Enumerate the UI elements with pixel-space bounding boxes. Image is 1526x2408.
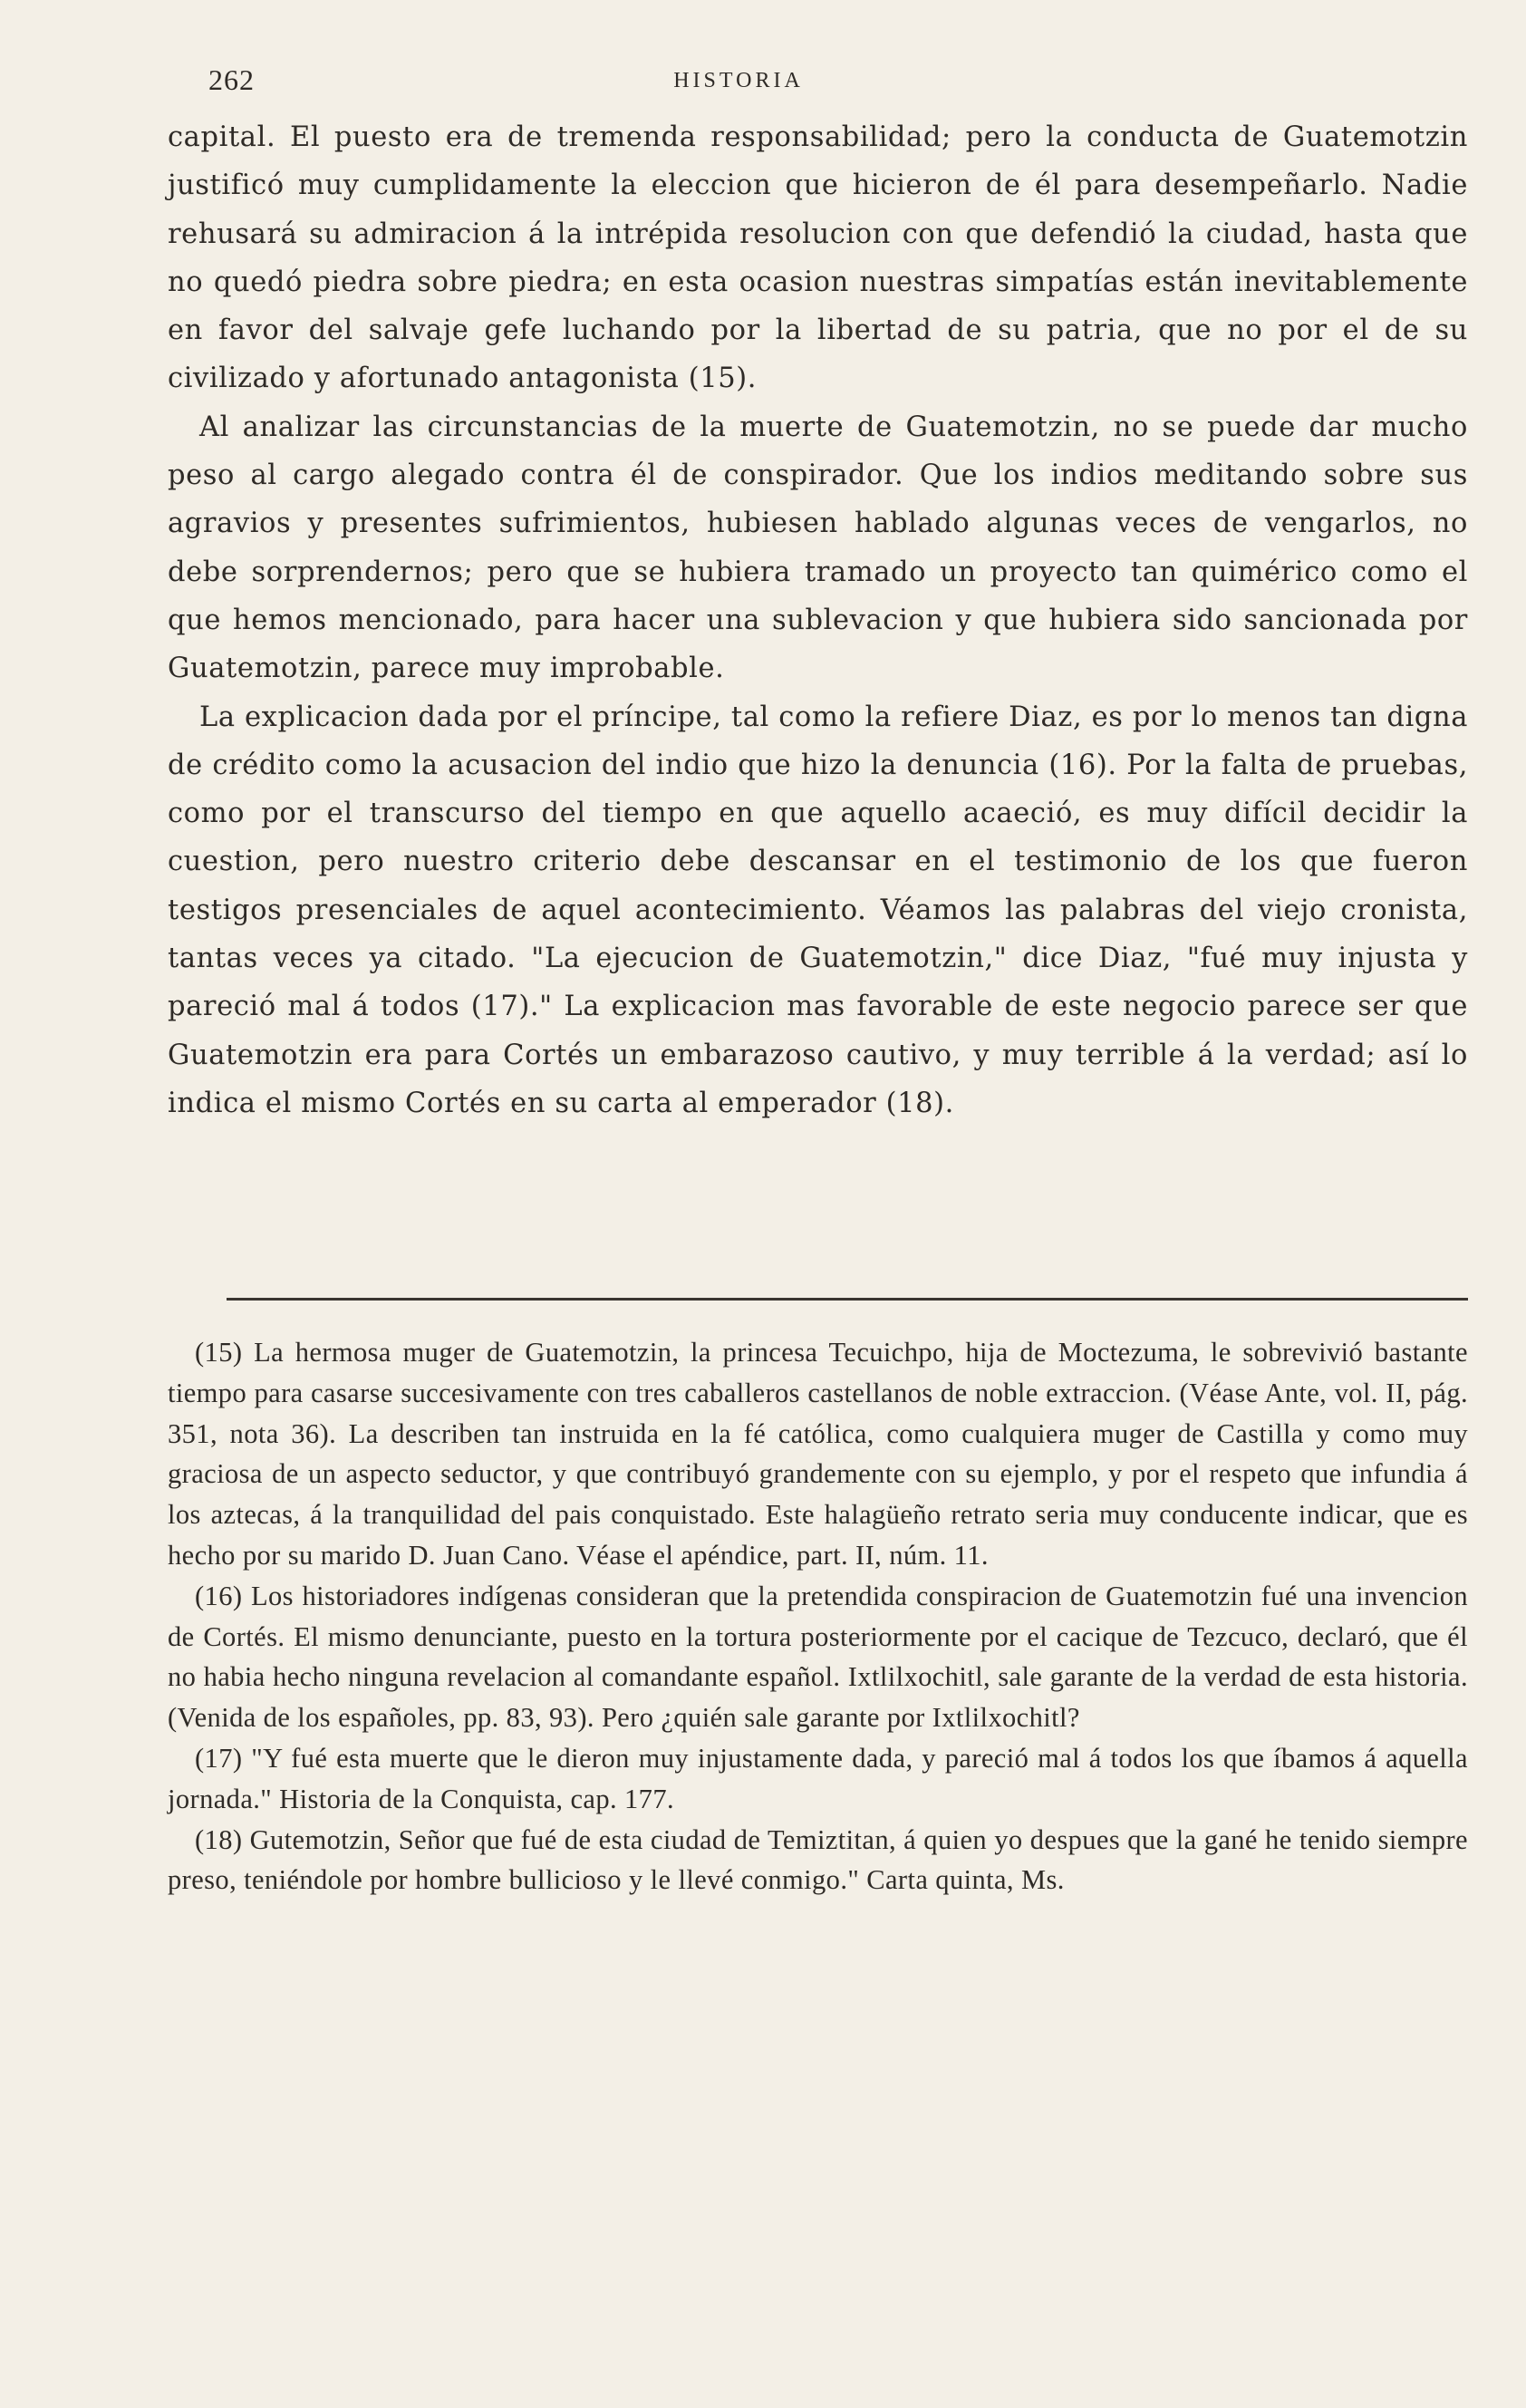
main-text bbox=[168, 113, 1468, 1127]
footnotes bbox=[168, 1332, 1468, 1900]
footnote-divider bbox=[227, 1298, 1468, 1301]
footnote-16: (16) Los historiadores indígenas consideran que la pretendida conspiracion de Guatemotzin fué una invencion de Cortés. El mismo denunciante, puesto en la tortura posteriormente por el cacique de Tezcuco, declaró, que él no habia hecho ninguna revelacion al comandante español. Ixtlilxochitl, sale garante de la verdad de esta historia. (Venida de los españoles, pp. 83, 93). Pero ¿quién sale garante por Ixtlilxochitl? bbox=[168, 1580, 1468, 1734]
paragraph: La explicacion dada por el príncipe, tal como la refiere Diaz, es por lo menos tan digna de crédito como la acusacion del indio que hizo la denuncia (16). Por la falta de pruebas, como por el transcurso del tiempo en que aquello acaeció, es muy difícil decidir la cuestion, pero nuestro criterio debe descansar en el testimonio de los que fueron testigos presenciales de aquel acontecimiento. Véamos las palabras del viejo cronista, tantas veces ya citado. "La ejecucion de Guatemotzin," dice Diaz, "fué muy injusta y pareció mal á todos (17)." La explicacion mas favorable de este negocio parece ser que Guatemotzin era para Cortés un embarazoso cautivo, y muy terrible á la verdad; así lo indica el mismo Cortés en su carta al emperador (18). bbox=[168, 701, 1468, 1119]
page-number: 262 bbox=[208, 63, 255, 96]
footnote-17: (17) "Y fué esta muerte que le dieron muy injustamente dada, y pareció mal á todos los que íbamos á aquella jornada." Historia de la Conquista, cap. 177. bbox=[168, 1742, 1468, 1814]
footnote-15: (15) La hermosa muger de Guatemotzin, la princesa Tecuichpo, hija de Moctezuma, le sobrevivió bastante tiempo para casarse succesivamente con tres caballeros castellanos de noble extraccion. (Véase Ante, vol. II, pág. 351, nota 36). La describen tan instruida en la fé católica, como cualquiera muger de Castilla y como muy graciosa de un aspecto seductor, y que contribuyó grandemente con su ejemplo, y por el respeto que infundia á los aztecas, á la tranquilidad del pais conquistado. Este halagüeño retrato seria muy conducente indicar, que es hecho por su marido D. Juan Cano. Véase el apéndice, part. II, núm. 11. bbox=[168, 1337, 1468, 1571]
paragraph: Al analizar las circunstancias de la muerte de Guatemotzin, no se puede dar mucho peso al cargo alegado contra él de conspirador. Que los indios meditando sobre sus agravios y presentes sufrimientos, hubiesen hablado algunas veces de vengarlos, no debe sorprendernos; pero que se hubiera tramado un proyecto tan quimérico como el que hemos mencionado, para hacer una sublevacion y que hubiera sido sancionada por Guatemotzin, parece muy improbable. bbox=[168, 411, 1468, 685]
page-header bbox=[208, 63, 1269, 109]
footnote-18: (18) Gutemotzin, Señor que fué de esta ciudad de Temiztitan, á quien yo despues que la gané he tenido siempre preso, teniéndole por hombre bullicioso y le llevé conmigo." Carta quinta, Ms. bbox=[168, 1823, 1468, 1896]
running-title: HISTORIA bbox=[673, 69, 804, 92]
paragraph: capital. El puesto era de tremenda responsabilidad; pero la conducta de Guatemotzin justificó muy cumplidamente la eleccion que hicieron de él para desempeñarlo. Nadie rehusará su admiracion á la intrépida resolucion con que defendió la ciudad, hasta que no quedó piedra sobre piedra; en esta ocasion nuestras simpatías están inevitablemente en favor del salvaje gefe luchando por la libertad de su patria, que no por el de su civilizado y afortunado antagonista (15). bbox=[168, 121, 1468, 395]
